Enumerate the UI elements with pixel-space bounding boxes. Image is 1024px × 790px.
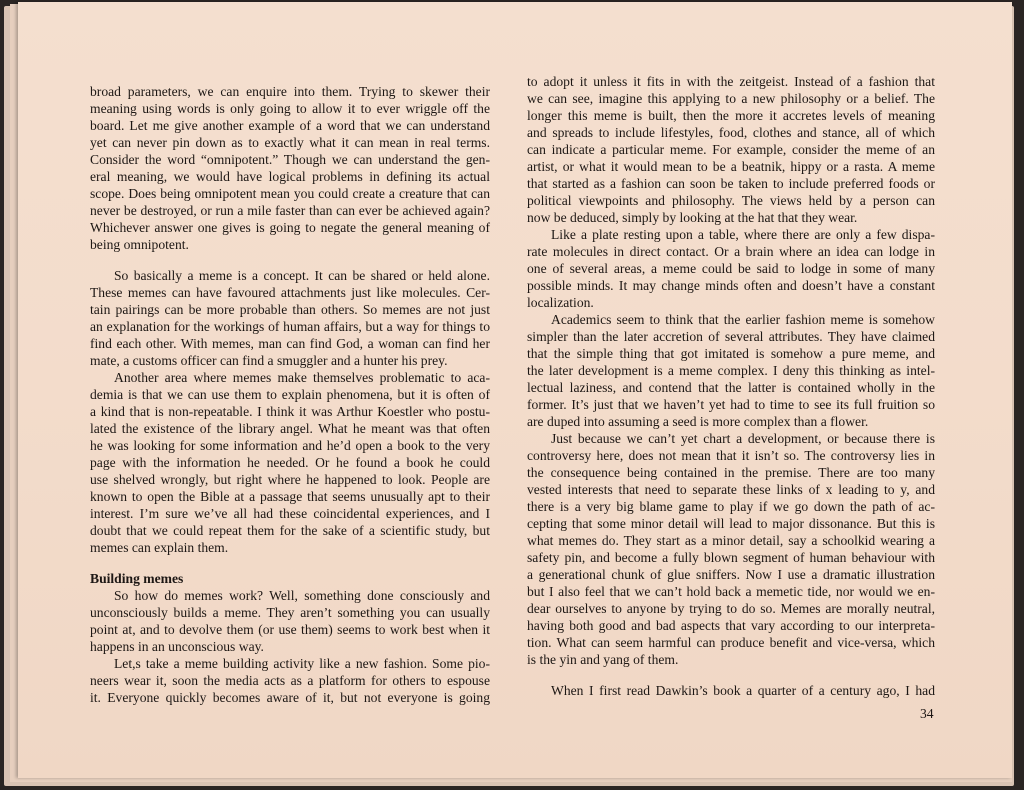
paragraph — [90, 369, 490, 556]
paragraph — [527, 226, 935, 311]
paragraph — [527, 430, 935, 668]
text-line: that the simple thing that got imitated is somehow a pure meme, and — [527, 346, 935, 361]
text-line: Just because we can’t yet chart a development, or because there is — [551, 431, 935, 446]
text-line: eral meaning, we would have logical problems in defining its actual — [90, 169, 490, 184]
text-line: Academics seem to think that the earlier fashion meme is somehow — [551, 312, 935, 327]
text-line: Like a plate resting upon a table, where there are only a few dispa- — [551, 227, 935, 242]
text-line: political viewpoints and philosophy. The views held by a person can — [527, 193, 935, 208]
text-line: being omnipotent. — [90, 237, 189, 252]
section-heading — [90, 570, 490, 587]
text-line: dear ourselves to anyone by trying to do so. Memes are morally neutral, — [527, 601, 935, 616]
text-line: happens in an unconscious way. — [90, 639, 264, 654]
text-line: safety pin, and become a fully blown segment of human behaviour with — [527, 550, 935, 565]
paragraph — [527, 311, 935, 430]
text-line: it. Everyone quickly becomes aware of it, but not everyone is going — [90, 690, 490, 705]
text-line: longer this meme is built, then the more it accretes levels of meaning — [527, 108, 935, 123]
text-line: there is a very big blame game to play if we go down the path of ac- — [527, 499, 935, 514]
text-line: So how do memes work? Well, something done consciously and — [114, 588, 490, 603]
text-line: Whichever answer one gives is going to negate the general meaning of — [90, 220, 490, 235]
text-line: doubt that we could repeat them for the sake of a scientific study, but — [90, 523, 490, 538]
text-line: an explanation for the workings of human affairs, but a way for things to — [90, 319, 490, 334]
text-line: now be deduced, simply by looking at the hat that they wear. — [527, 210, 858, 225]
text-line: lated the existence of the library angel. What he meant was that often — [90, 421, 490, 436]
left-text-column — [90, 83, 490, 706]
text-line: that started as a fashion can soon be taken to include preferred foods or — [527, 176, 935, 191]
text-line: never be destroyed, or run a mile faster than can ever be achieved again? — [90, 203, 490, 218]
text-line: localization. — [527, 295, 594, 310]
page-number: 34 — [920, 706, 934, 721]
paragraph — [527, 73, 935, 226]
text-line: controversy here, does not mean that it isn’t so. The controversy lies in — [527, 448, 935, 463]
text-line: the consequence being contained in the premise. There are too many — [527, 465, 935, 480]
text-line: demia is that we can use them to explain phenomena, but it is often of — [90, 387, 490, 402]
text-line: the later development is a meme complex. I deny this thinking as intel- — [527, 363, 935, 378]
text-line: scope. Does being omnipotent mean you could create a creature that can — [90, 186, 490, 201]
text-line: lectual laziness, and contend that the latter is contained wholly in the — [527, 380, 935, 395]
text-line: possible minds. It may change minds often and doesn’t have a constant — [527, 278, 935, 293]
text-line: to adopt it unless it fits in with the zeitgeist. Instead of a fashion that — [527, 74, 935, 89]
book-page-spread — [18, 2, 1012, 778]
text-line: These memes can have favoured attachments just like molecules. Cer- — [90, 285, 490, 300]
text-line: having both good and bad aspects that vary according to our interpreta- — [527, 618, 935, 633]
paragraph — [90, 655, 490, 706]
text-line: we can see, imagine this applying to a new philosophy or a belief. The — [527, 91, 935, 106]
text-line: mate, a customs officer can find a smuggler and a hunter his prey. — [90, 353, 448, 368]
text-line: Let,s take a meme building activity like a new fashion. Some pio- — [114, 656, 490, 671]
text-line: he was looking for some information and he’d open a book to the very — [90, 438, 490, 453]
text-line: tion. What can seem harmful can produce benefit and vice-versa, which — [527, 635, 935, 650]
text-line: is the yin and yang of them. — [527, 652, 679, 667]
text-line: When I first read Dawkin’s book a quarter of a century ago, I had — [551, 683, 935, 698]
text-line: tain pairings can be more probable than others. So memes are not just — [90, 302, 490, 317]
text-line: one of several areas, a meme could be said to lodge in some of many — [527, 261, 935, 276]
text-line: board. Let me give another example of a word that we can understand — [90, 118, 490, 133]
text-line: unconsciously builds a meme. They aren’t something you can usually — [90, 605, 490, 620]
text-line: broad parameters, we can enquire into them. Trying to skewer their — [90, 84, 490, 99]
right-text-column — [527, 73, 935, 699]
text-line: interest. I’m sure we’ve all had these coincidental experiences, and I — [90, 506, 490, 521]
text-line: find each other. With memes, man can find God, a woman can find her — [90, 336, 490, 351]
text-line: a generational chunk of glue sniffers. Now I use a dramatic illustration — [527, 567, 935, 582]
paragraph — [90, 83, 490, 253]
text-line: known to open the Bible at a passage that seems unusually apt to their — [90, 489, 490, 504]
text-line: page with the information he needed. Or he found a book he could — [90, 455, 490, 470]
text-line: point at, and to devolve them (or use them) seems to work best when it — [90, 622, 490, 637]
text-line: Another area where memes make themselves problematic to aca- — [114, 370, 490, 385]
text-line: former. It’s just that we haven’t yet had to time to see its full fruition so — [527, 397, 935, 412]
text-line: rate molecules in direct contact. Or a brain where an idea can lodge in — [527, 244, 935, 259]
text-line: can indicate a particular meme. For example, consider the meme of an — [527, 142, 935, 157]
text-line: meaning using words is only going to allow it to ever wriggle off the — [90, 101, 490, 116]
text-line: neers wear it, soon the media acts as a platform for others to espouse — [90, 673, 490, 688]
text-line: and spreads to include lifestyles, food, clothes and stance, all of which — [527, 125, 935, 140]
text-line: cepting that some minor detail will lead to major dissonance. But this is — [527, 516, 935, 531]
text-line: what memes do. They start as a minor detail, say a schoolkid wearing a — [527, 533, 935, 548]
paragraph — [527, 682, 935, 699]
text-line: but I also feel that we can’t hold back a memetic tide, nor would we en- — [527, 584, 935, 599]
text-line: use shelved wrongly, but right where he happened to look. People are — [90, 472, 490, 487]
paragraph — [90, 587, 490, 655]
text-line: a kind that is non-repeatable. I think it was Arthur Koestler who postu- — [90, 404, 490, 419]
text-line: So basically a meme is a concept. It can be shared or held alone. — [114, 268, 490, 283]
text-line: memes can explain them. — [90, 540, 229, 555]
paragraph — [90, 267, 490, 369]
text-line: yet can never pin down as to exactly what it can mean in real terms. — [90, 135, 490, 150]
text-line: simpler than the later accretion of several attributes. They have claimed — [527, 329, 935, 344]
text-line: are duped into assuming a seed is more complex than a flower. — [527, 414, 869, 429]
text-line: Building memes — [90, 571, 184, 586]
text-line: Consider the word “omnipotent.” Though we can understand the gen- — [90, 152, 490, 167]
text-line: artist, or what it would mean to be a beatnik, hippy or a rasta. A meme — [527, 159, 935, 174]
text-line: vested interests that need to separate these links of x leading to y, and — [527, 482, 935, 497]
